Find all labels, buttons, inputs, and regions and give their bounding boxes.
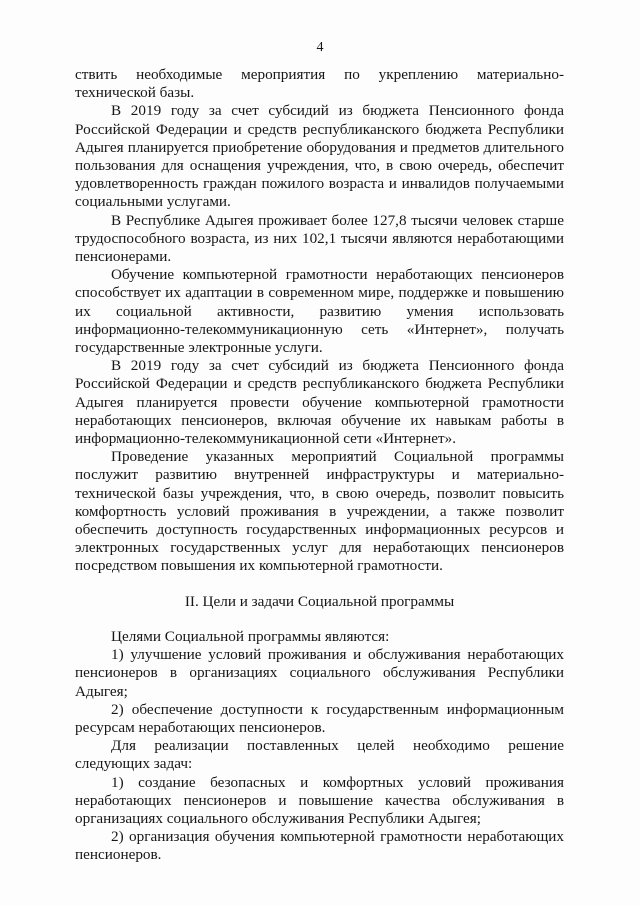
document-body xyxy=(75,66,564,865)
tasks-intro: Для реализации поставленных целей необходимо решение следующих задач: xyxy=(75,737,564,773)
paragraph-population: В Республике Адыгея проживает более 127,8 тысячи человек старше трудоспособного возраста, из них 102,1 тысячи являются неработающими пенсионерами. xyxy=(75,211,564,266)
paragraph-computer-literacy: Обучение компьютерной грамотности неработающих пенсионеров способствует их адаптации в современном мире, поддержке и повышению их социальной активности, развитию умения использовать информационно-телекоммуникационную сеть «Интернет», получать государственные электронные услуги. xyxy=(75,266,564,357)
page-number: 4 xyxy=(316,40,324,55)
paragraph-training-subsidies: В 2019 году за счет субсидий из бюджета Пенсионного фонда Российской Федерации и средств республиканского бюджета Республики Адыгея планируется провести обучение компьютерной грамотности неработающих пенсионеров, включая обучение их навыкам работы в информационно-телекоммуникационной сети «Интернет». xyxy=(75,357,564,448)
paragraph-equipment-subsidies: В 2019 году за счет субсидий из бюджета Пенсионного фонда Российской Федерации и средств республиканского бюджета Республики Адыгея планируется приобретение оборудования и предметов длительного пользования для оснащения учреждения, что, в свою очередь, обеспечит удовлетворенность граждан пожилого возраста и инвалидов получаемыми социальными услугами. xyxy=(75,102,564,211)
paragraph-program-effects: Проведение указанных мероприятий Социальной программы послужит развитию внутренней инфраструктуры и материально-технической базы учреждения, что, в свою очередь, позволит повысить комфортность условий проживания в учреждении, а также позволит обеспечить доступность государственных информационных ресурсов и электронных государственных услуг для неработающих пенсионеров посредством повышения их компьютерной грамотности. xyxy=(75,448,564,575)
goal-item-1: 1) улучшение условий проживания и обслуживания неработающих пенсионеров в организациях социального обслуживания Республики Адыгея; xyxy=(75,646,564,700)
task-item-2: 2) организация обучения компьютерной грамотности неработающих пенсионеров. xyxy=(75,828,564,864)
section-heading: II. Цели и задачи Социальной программы xyxy=(184,592,455,610)
task-item-1: 1) создание безопасных и комфортных условий проживания неработающих пенсионеров и повышение качества обслуживания в организациях социального обслуживания Республики Адыгея; xyxy=(75,773,564,827)
goals-intro: Целями Социальной программы являются: xyxy=(111,627,390,645)
goal-item-2: 2) обеспечение доступности к государственным информационным ресурсам неработающих пенсионеров. xyxy=(75,700,564,736)
paragraph-continuation: ствить необходимые мероприятия по укреплению материально-технической базы. xyxy=(75,66,564,102)
